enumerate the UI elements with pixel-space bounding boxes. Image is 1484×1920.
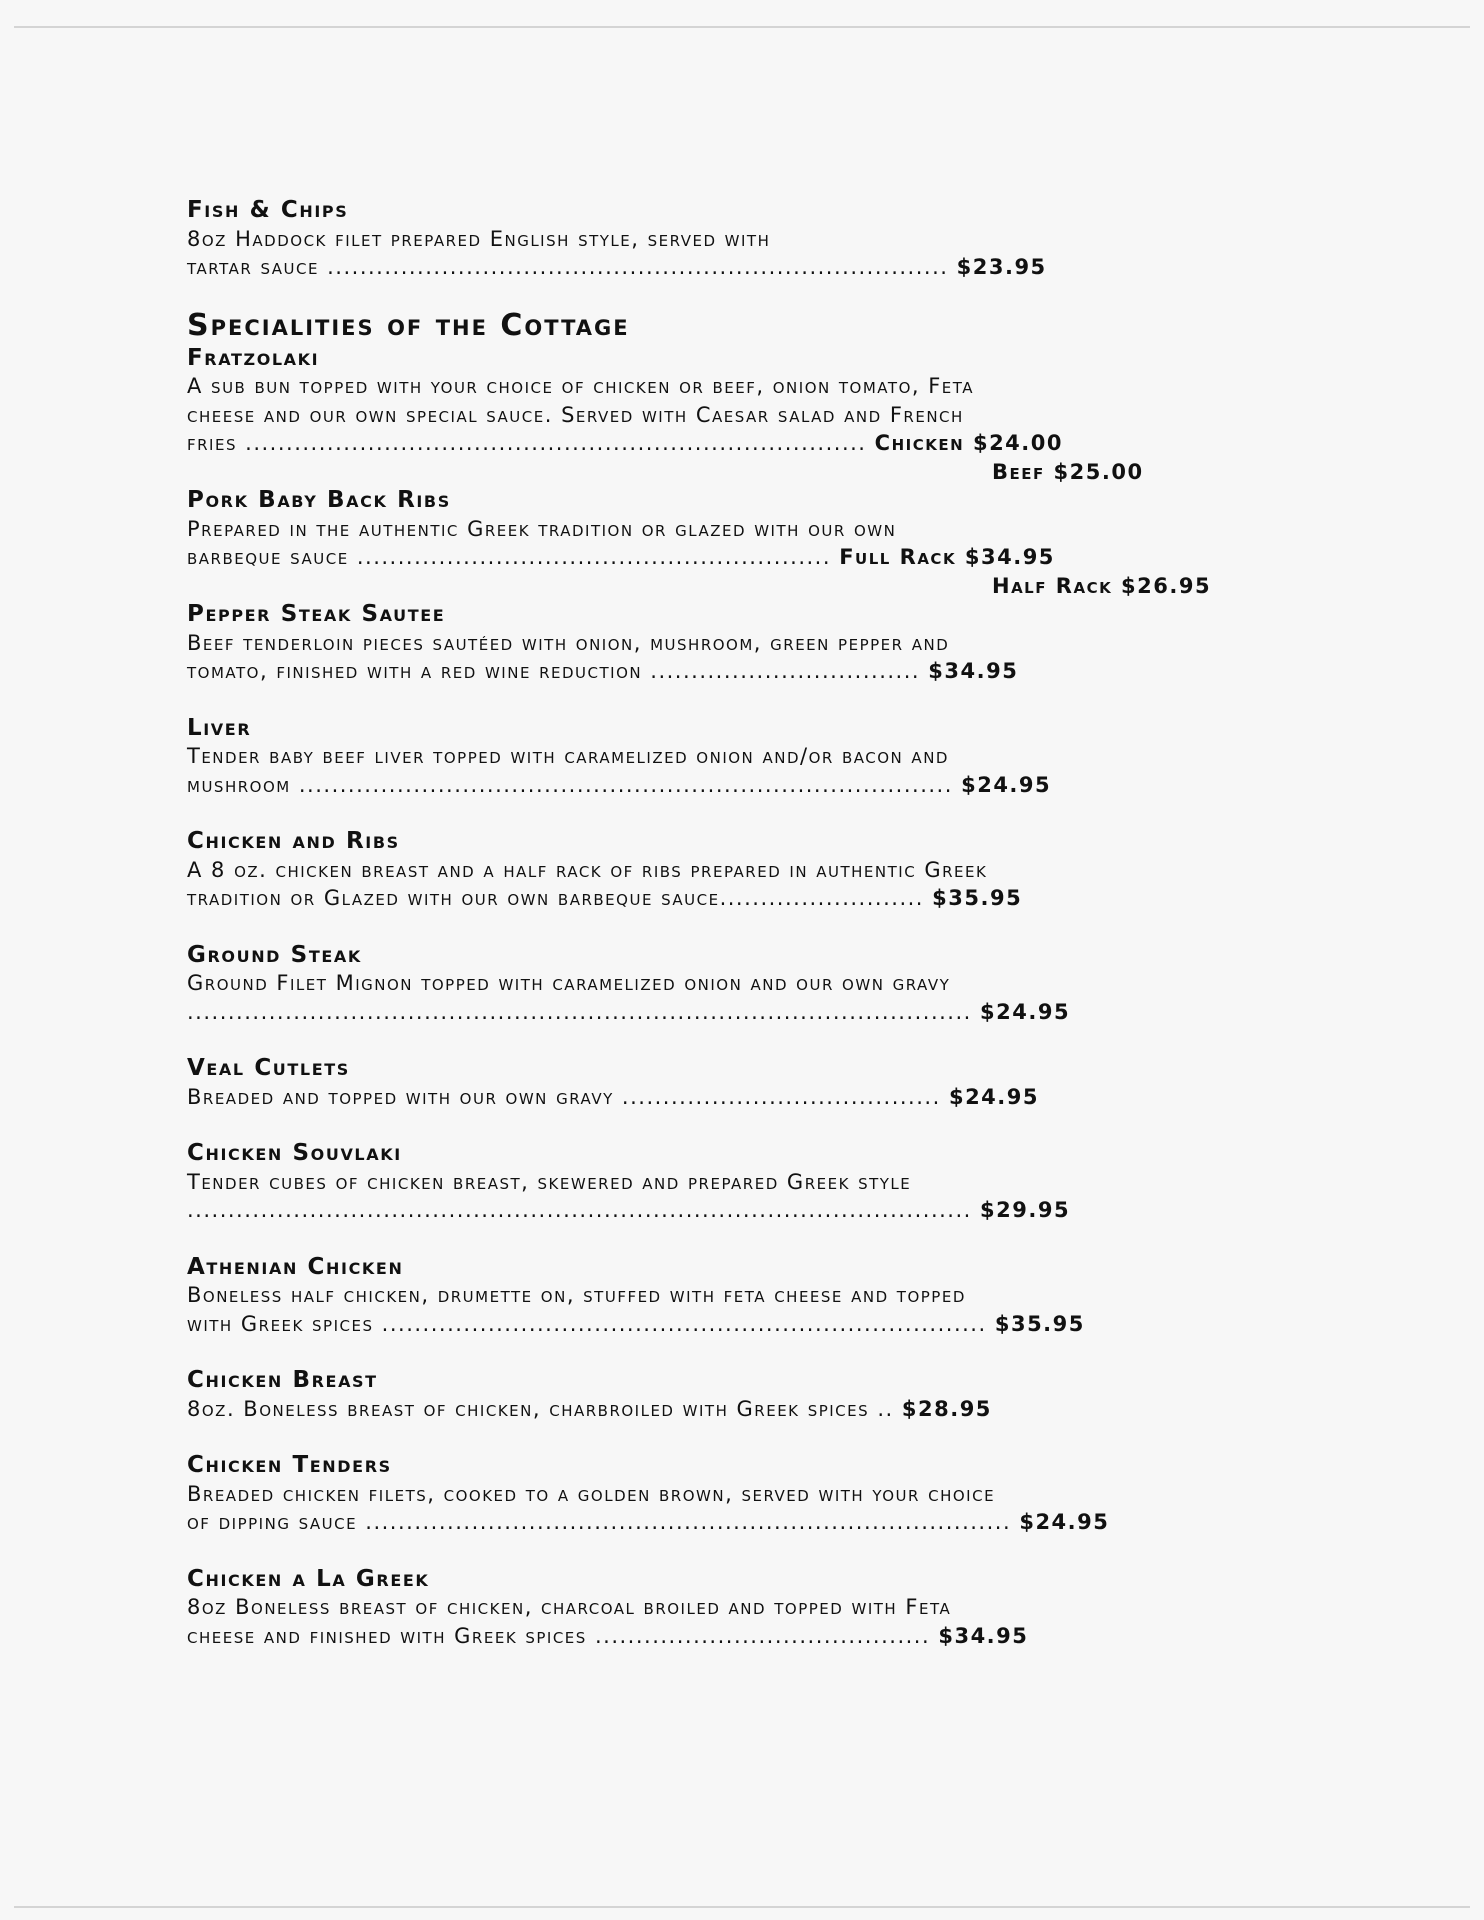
item-name: Veal Cutlets [187, 1055, 350, 1081]
menu-item-chicken-ribs [187, 827, 1307, 913]
item-price: $24.95 [1019, 1510, 1110, 1534]
item-name: Pepper Steak Sautee [187, 601, 446, 627]
item-price: $35.95 [932, 886, 1023, 910]
menu-page [187, 196, 1307, 1650]
item-price-line [187, 253, 1307, 282]
item-price: $24.95 [980, 999, 1071, 1024]
menu-item-pepper-steak [187, 600, 1307, 686]
bottom-divider [14, 1906, 1470, 1908]
item-name: Chicken Breast [187, 1367, 378, 1393]
item-price-line [187, 543, 1307, 572]
item-description-end: Breaded and topped with our own gravy ....................................... [187, 1084, 941, 1109]
item-name: Liver [187, 714, 252, 741]
item-description: Ground Filet Mignon topped with caramelized onion and our own gravy [187, 971, 951, 995]
menu-item-chicken-tenders [187, 1451, 1307, 1537]
item-description: Tender baby beef liver topped with caramelized onion and/or bacon and [187, 744, 949, 768]
menu-item-liver [187, 714, 1307, 800]
item-description-end: ................................................................................................ [187, 999, 972, 1024]
item-price-line [187, 771, 1307, 800]
item-price-line [187, 458, 1307, 487]
item-name: Chicken and Ribs [187, 828, 400, 854]
item-price-line [187, 998, 1307, 1027]
menu-item-veal [187, 1054, 1307, 1111]
menu-item-fish-chips [187, 196, 1307, 282]
item-price-line [187, 572, 1307, 601]
item-description: A 8 oz. chicken breast and a half rack of ribs prepared in authentic Greek [187, 857, 988, 882]
item-description-end: with Greek spices .......................................................................... [187, 1311, 987, 1336]
item-description-end: ................................................................................................ [187, 1198, 972, 1222]
item-price: $24.95 [948, 1084, 1039, 1109]
item-description: 8oz Haddock filet prepared English style, served with [187, 226, 771, 251]
item-description-end: barbeque sauce .......................................................... [187, 545, 832, 569]
menu-item-chicken-breast [187, 1366, 1307, 1423]
item-description-end: of dipping sauce ............................................................................... [187, 1510, 1012, 1534]
item-price: Chicken $24.00 [874, 431, 1063, 455]
item-price-line [187, 657, 1307, 686]
top-divider [14, 26, 1470, 28]
item-price-line [187, 884, 1307, 913]
item-price: $24.95 [961, 772, 1052, 797]
item-price: Beef $25.00 [992, 459, 1144, 484]
item-price: Half Rack $26.95 [992, 573, 1212, 598]
item-description-end: tradition or Glazed with our own barbeque sauce......................... [187, 886, 924, 910]
item-description: A sub bun topped with your choice of chicken or beef, onion tomato, Feta [187, 374, 975, 398]
item-description: Boneless half chicken, drumette on, stuffed with feta cheese and topped [187, 1283, 966, 1307]
item-name: Chicken a La Greek [187, 1565, 430, 1592]
item-price-line [187, 1196, 1307, 1225]
menu-item-chicken-la-greek [187, 1565, 1307, 1651]
item-price: $35.95 [994, 1311, 1085, 1336]
item-price-line [187, 1395, 1307, 1424]
item-name: Athenian Chicken [187, 1253, 404, 1280]
item-price: Full Rack $34.95 [839, 545, 1055, 569]
item-description-end: tomato, finished with a red wine reduction ................................. [187, 659, 921, 683]
menu-item-fratzolaki [187, 344, 1307, 487]
item-description-end: mushroom ................................................................................ [187, 772, 953, 797]
item-description-end: 8oz. Boneless breast of chicken, charbroiled with Greek spices .. [187, 1396, 894, 1421]
menu-item-athenian [187, 1253, 1307, 1339]
item-description: Prepared in the authentic Greek tradition or glazed with our own [187, 516, 897, 541]
item-name: Fratzolaki [187, 344, 320, 371]
item-price-line [187, 1622, 1307, 1651]
item-description: Tender cubes of chicken breast, skewered and prepared Greek style [187, 1169, 912, 1194]
item-description-end: tartar sauce ............................................................................ [187, 255, 949, 279]
item-description: cheese and our own special sauce. Served with Caesar salad and French [187, 402, 964, 427]
item-description: Breaded chicken filets, cooked to a golden brown, served with your choice [187, 1481, 996, 1506]
item-price-line [187, 1083, 1307, 1112]
section-title: Specialities of the Cottage [187, 307, 630, 343]
menu-item-ribs [187, 486, 1307, 600]
item-price-line [187, 429, 1307, 458]
item-price: $28.95 [901, 1396, 992, 1421]
menu-item-ground-steak [187, 941, 1307, 1027]
item-price-line [187, 1508, 1307, 1537]
item-price-line [187, 1310, 1307, 1339]
item-name: Fish & Chips [187, 197, 349, 223]
item-name: Ground Steak [187, 941, 362, 968]
item-price: $34.95 [928, 659, 1019, 683]
item-description-end: cheese and finished with Greek spices ......................................... [187, 1623, 931, 1648]
item-name: Pork Baby Back Ribs [187, 487, 451, 513]
item-price: $34.95 [938, 1623, 1029, 1648]
item-description-end: fries ............................................................................ [187, 431, 867, 455]
item-description: Beef tenderloin pieces sautéed with onion, mushroom, green pepper and [187, 630, 950, 655]
item-description: 8oz Boneless breast of chicken, charcoal broiled and topped with Feta [187, 1595, 952, 1619]
item-price: $29.95 [980, 1198, 1071, 1222]
item-name: Chicken Souvlaki [187, 1140, 402, 1166]
item-name: Chicken Tenders [187, 1452, 392, 1478]
menu-item-souvlaki [187, 1139, 1307, 1225]
item-price: $23.95 [956, 255, 1047, 279]
